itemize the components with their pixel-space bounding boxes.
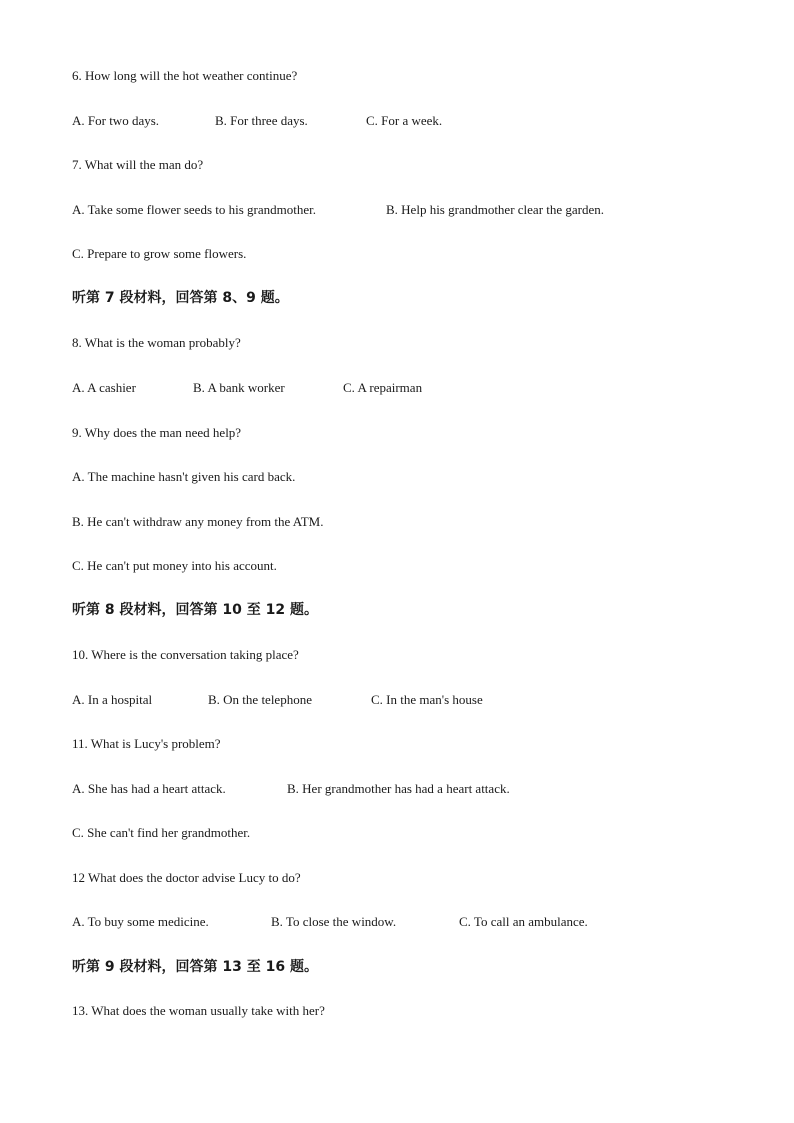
q11-option-b: B. Her grandmother has had a heart attack. — [287, 781, 510, 796]
q10-option-a: A. In a hospital — [72, 692, 153, 707]
q12-option-b: B. To close the window. — [271, 914, 397, 929]
q7-option-c: C. Prepare to grow some flowers. — [72, 246, 247, 261]
q7-option-b: B. Help his grandmother clear the garden. — [386, 202, 605, 217]
q7-option-a: A. Take some flower seeds to his grandmother. — [72, 202, 316, 217]
q6-option-c: C. For a week. — [366, 113, 443, 128]
section-heading-9: 听第 9 段材料，回答第 13 至 16 题。 — [72, 959, 318, 975]
question-9: 9. Why does the man need help? — [72, 425, 242, 440]
q12-option-a: A. To buy some medicine. — [72, 914, 209, 929]
question-11: 11. What is Lucy's problem? — [72, 736, 221, 751]
q8-option-b: B. A bank worker — [193, 380, 285, 395]
q9-option-b: B. He can't withdraw any money from the ATM. — [72, 514, 324, 529]
question-7: 7. What will the man do? — [72, 157, 204, 172]
q12-option-c: C. To call an ambulance. — [459, 914, 588, 929]
question-12: 12 What does the doctor advise Lucy to do? — [72, 870, 301, 885]
q8-option-a: A. A cashier — [72, 380, 136, 395]
q8-option-c: C. A repairman — [343, 380, 423, 395]
question-10: 10. Where is the conversation taking place? — [72, 647, 299, 662]
question-8: 8. What is the woman probably? — [72, 335, 241, 350]
q10-option-b: B. On the telephone — [208, 692, 312, 707]
q9-option-a: A. The machine hasn't given his card back. — [72, 469, 296, 484]
q10-option-c: C. In the man's house — [371, 692, 483, 707]
section-heading-8: 听第 8 段材料，回答第 10 至 12 题。 — [72, 602, 318, 618]
q6-option-a: A. For two days. — [72, 113, 160, 128]
section-heading-7: 听第 7 段材料，回答第 8、9 题。 — [72, 290, 289, 306]
q11-option-a: A. She has had a heart attack. — [72, 781, 226, 796]
question-13: 13. What does the woman usually take with her? — [72, 1003, 325, 1018]
question-6: 6. How long will the hot weather continue? — [72, 68, 298, 83]
q9-option-c: C. He can't put money into his account. — [72, 558, 277, 573]
q11-option-c: C. She can't find her grandmother. — [72, 825, 251, 840]
q6-option-b: B. For three days. — [215, 113, 308, 128]
